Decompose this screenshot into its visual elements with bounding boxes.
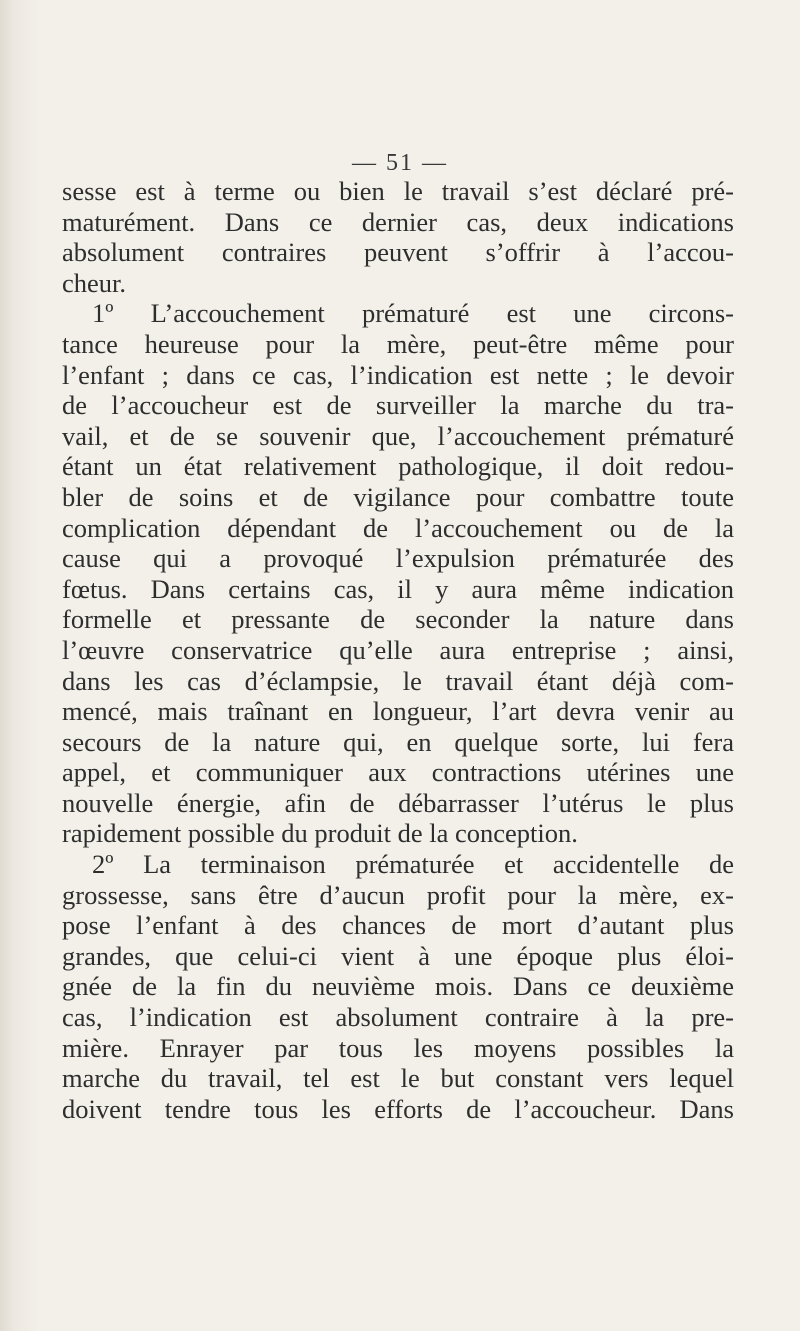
text-line: mencé, mais traînant en longueur, l’art devra venir au <box>62 696 734 727</box>
text-line: 1º L’accouchement prématuré est une circons- <box>92 298 734 329</box>
text-line: grossesse, sans être d’aucun profit pour la mère, ex- <box>62 879 734 910</box>
paragraph <box>62 849 734 1124</box>
paragraph <box>62 298 734 849</box>
text-line: bler de soins et de vigilance pour combattre toute <box>62 481 734 512</box>
text-line: absolument contraires peuvent s’offrir à l’accou- <box>62 237 734 268</box>
text-line: formelle et pressante de seconder la nature dans <box>62 604 734 635</box>
text-line: gnée de la fin du neuvième mois. Dans ce deuxième <box>62 971 734 1002</box>
text-line: de l’accoucheur est de surveiller la marche du tra- <box>62 390 734 421</box>
text-line: doivent tendre tous les efforts de l’accoucheur. Dans <box>62 1093 734 1124</box>
text-line: complication dépendant de l’accouchement ou de la <box>62 512 734 543</box>
text-line: marche du travail, tel est le but constant vers lequel <box>62 1063 734 1094</box>
body-text <box>62 176 734 1124</box>
text-line: 2º La terminaison prématurée et accidentelle de <box>92 849 734 880</box>
text-line: secours de la nature qui, en quelque sorte, lui fera <box>62 726 734 757</box>
text-line: l’œuvre conservatrice qu’elle aura entreprise ; ainsi, <box>62 634 734 665</box>
text-line: rapidement possible du produit de la conception. <box>62 818 578 849</box>
text-line: maturément. Dans ce dernier cas, deux indications <box>62 206 734 237</box>
text-line: l’enfant ; dans ce cas, l’indication est nette ; le devoir <box>62 359 734 390</box>
page-number: — 51 — <box>352 150 448 176</box>
text-line: cheur. <box>62 267 127 298</box>
text-line: mière. Enrayer par tous les moyens possibles la <box>62 1032 734 1063</box>
paragraph <box>62 176 734 298</box>
text-line: étant un état relativement pathologique, il doit redou- <box>62 451 734 482</box>
text-line: sesse est à terme ou bien le travail s’est déclaré pré- <box>62 176 734 206</box>
text-line: fœtus. Dans certains cas, il y aura même indication <box>62 573 734 604</box>
text-line: nouvelle énergie, afin de débarrasser l’utérus le plus <box>62 787 734 818</box>
text-line: cause qui a provoqué l’expulsion prématurée des <box>62 543 734 574</box>
text-line: vail, et de se souvenir que, l’accouchement prématuré <box>62 420 734 451</box>
text-line: dans les cas d’éclampsie, le travail étant déjà com- <box>62 665 734 696</box>
text-line: grandes, que celui-ci vient à une époque plus éloi- <box>62 940 734 971</box>
text-line: appel, et communiquer aux contractions utérines une <box>62 757 734 788</box>
text-line: pose l’enfant à des chances de mort d’autant plus <box>62 910 734 941</box>
text-line: tance heureuse pour la mère, peut-être même pour <box>62 328 734 359</box>
text-line: cas, l’indication est absolument contraire à la pre- <box>62 1002 734 1033</box>
